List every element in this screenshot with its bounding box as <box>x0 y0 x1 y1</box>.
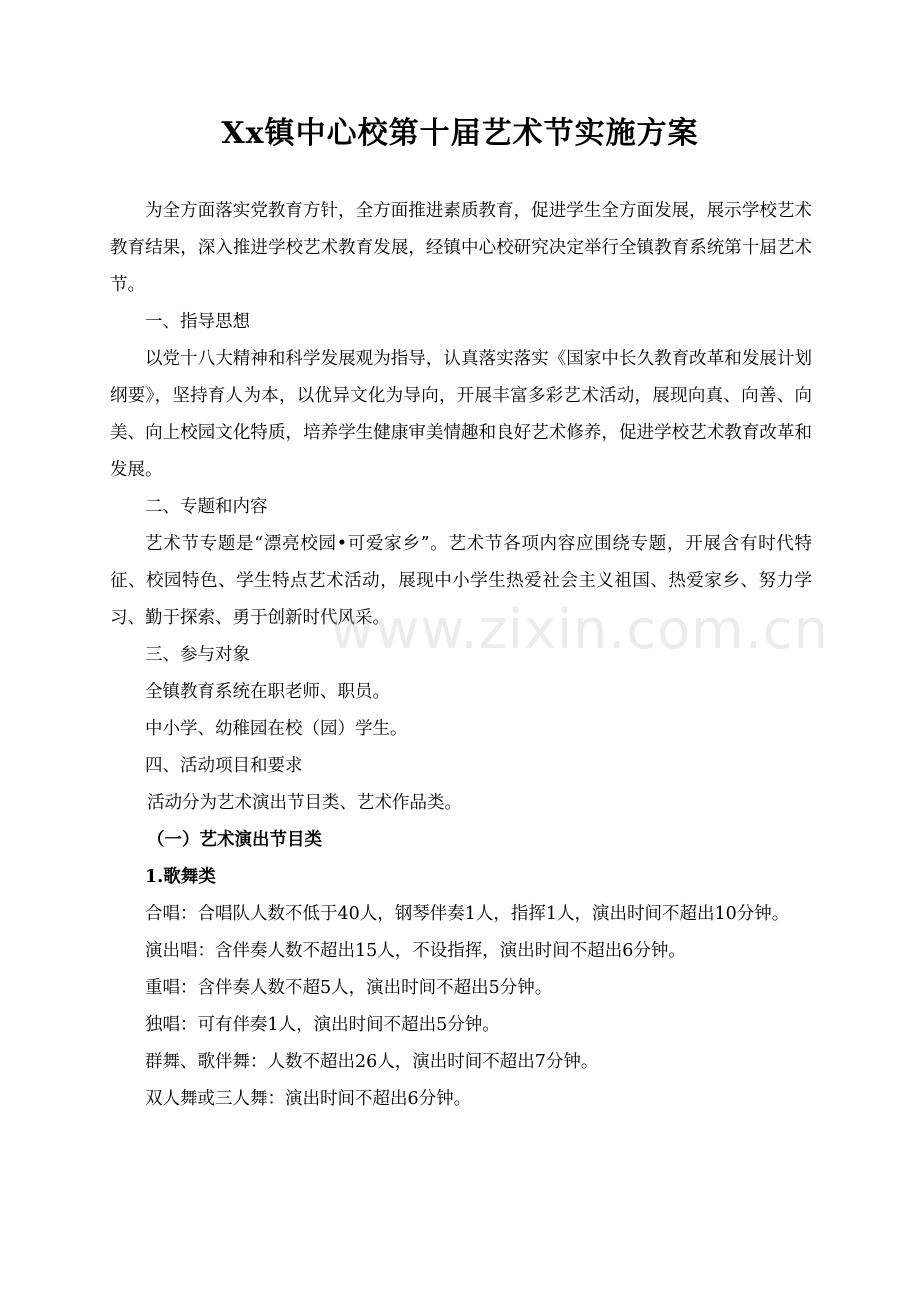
rule-group-dance: 群舞、歌伴舞：人数不超出26人，演出时间不超出7分钟。 <box>145 1052 599 1072</box>
guiding-thought-paragraph: 以党十八大精神和科学发展观为指导，认真落实落实《国家中长久教育改革和发展计划纲要》，坚持育人为本，以优异文化为导向，开展丰富多彩艺术活动，展现向真、向善、向美、向上校园文化特质，培养学生健康审美情趣和良好艺术修养，促进学校艺术教育改革和发展。 <box>110 349 812 480</box>
participants-students: 中小学、幼稚园在校（园）学生。 <box>145 719 408 739</box>
section-heading-participants: 三、参与对象 <box>145 645 250 665</box>
rule-ensemble: 重唱：含伴奏人数不超5人，演出时间不超出5分钟。 <box>145 978 553 998</box>
participants-teachers: 全镇教育系统在职老师、职员。 <box>145 682 390 702</box>
subsection-heading-song-dance: 1.歌舞类 <box>145 867 216 887</box>
rule-performance-singing: 演出唱：含伴奏人数不超出15人，不设指挥，演出时间不超出6分钟。 <box>145 941 686 961</box>
document-body <box>110 193 812 1118</box>
rule-solo: 独唱：可有伴奏1人，演出时间不超出5分钟。 <box>145 1015 500 1035</box>
activities-intro: 活动分为艺术演出节目类、艺术作品类。 <box>147 793 462 813</box>
rule-duet-trio-dance: 双人舞或三人舞：演出时间不超出6分钟。 <box>145 1089 472 1109</box>
intro-paragraph: 为全方面落实党教育方针，全方面推进素质教育，促进学生全方面发展，展示学校艺术教育结果，深入推进学校艺术教育发展，经镇中心校研究决定举行全镇教育系统第十届艺术节。 <box>110 201 812 295</box>
section-heading-theme-content: 二、专题和内容 <box>145 497 268 517</box>
subsection-heading-performance: （一）艺术演出节目类 <box>147 830 322 850</box>
watermark: www.zixin.com.cn <box>330 598 829 661</box>
section-heading-guiding-thought: 一、指导思想 <box>145 312 250 332</box>
section-heading-activities: 四、活动项目和要求 <box>145 756 303 776</box>
document-title: Xx镇中心校第十届艺术节实施方案 <box>221 116 699 151</box>
rule-chorus: 合唱：合唱队人数不低于40人，钢琴伴奏1人，指挥1人，演出时间不超出10分钟。 <box>145 904 790 924</box>
theme-content-paragraph: 艺术节专题是“漂亮校园•可爱家乡”。艺术节各项内容应围绕专题，开展含有时代特征、校园特色、学生特点艺术活动，展现中小学生热爱社会主义祖国、热爱家乡、努力学习、勤于探索、勇于创新时代风采。 <box>110 534 812 628</box>
